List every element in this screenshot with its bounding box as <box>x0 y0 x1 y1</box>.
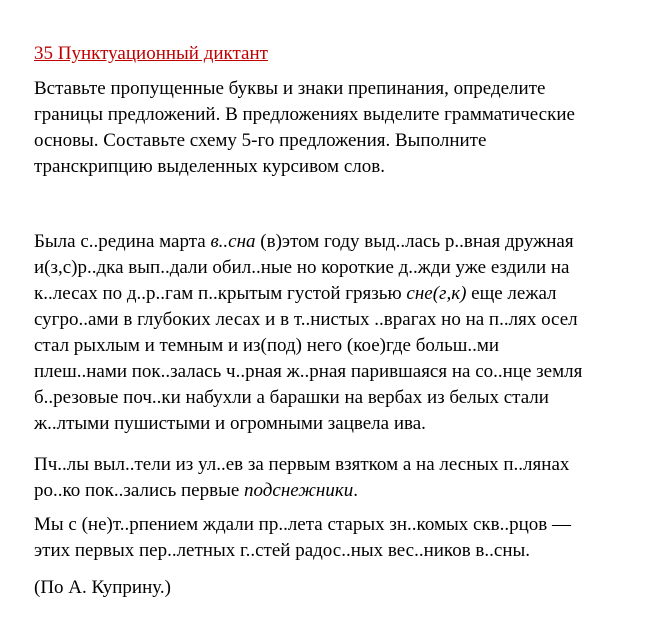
italic-word: подснежники <box>244 480 354 501</box>
instructions-line: границы предложений. В предложениях выделите грамматические <box>34 104 575 125</box>
instructions-line: основы. Составьте схему 5-го предложения. Выполните <box>34 130 487 151</box>
text-line: и(з,с)р..дка вып..дали обил..ные но короткие д..жди уже ездили на <box>34 257 570 278</box>
text-line: этих первых пер..летных г..стей радос..ных вес..ников в..сны. <box>34 540 531 561</box>
text-line: плеш..нами пок..залась ч..рная ж..рная парившаяся на со..нце земля <box>34 361 583 382</box>
italic-word: в..сна <box>210 231 256 252</box>
text-line <box>34 478 664 504</box>
italic-word: сне(г,к) <box>406 283 467 304</box>
text-fragment: (в)этом году выд..лась р..вная дружная <box>255 231 574 252</box>
source-attribution: (По А. Куприну.) <box>34 577 171 598</box>
text-line <box>34 281 664 307</box>
text-line <box>34 229 664 255</box>
page-title: 35 Пунктуационный диктант <box>34 43 268 64</box>
dictation-paragraph-2 <box>34 452 664 504</box>
text-line: Мы с (не)т..рпением ждали пр..лета старых зн..комых скв..рцов — <box>34 514 572 535</box>
text-line: стал рыхлым и темным и из(под) него (кое)где больш..ми <box>34 335 500 356</box>
text-line: б..резовые поч..ки набухли а барашки на вербах из белых стали <box>34 387 549 408</box>
instructions-line: Вставьте пропущенные буквы и знаки препинания, определите <box>34 78 546 99</box>
dictation-paragraph-1 <box>34 229 664 437</box>
text-fragment: ро..ко пок..зались первые <box>34 480 245 501</box>
text-fragment: Была с..редина марта <box>34 231 211 252</box>
text-fragment: еще лежал <box>466 283 557 304</box>
instructions-line: транскрипцию выделенных курсивом слов. <box>34 156 385 177</box>
text-line: сугро..ами в глубоких лесах и в т..нистых ..врагах но на п..лях осел <box>34 309 578 330</box>
text-fragment: к..лесах по д..р..гам п..крытым густой грязью <box>34 283 407 304</box>
text-line: Пч..лы выл..тели из ул..ев за первым взятком а на лесных п..лянах <box>34 454 570 475</box>
dictation-paragraph-3 <box>34 512 664 564</box>
text-fragment: . <box>353 480 358 501</box>
instructions-paragraph <box>34 76 664 180</box>
text-line: ж..лтыми пушистыми и огромными зацвела ива. <box>34 413 426 434</box>
